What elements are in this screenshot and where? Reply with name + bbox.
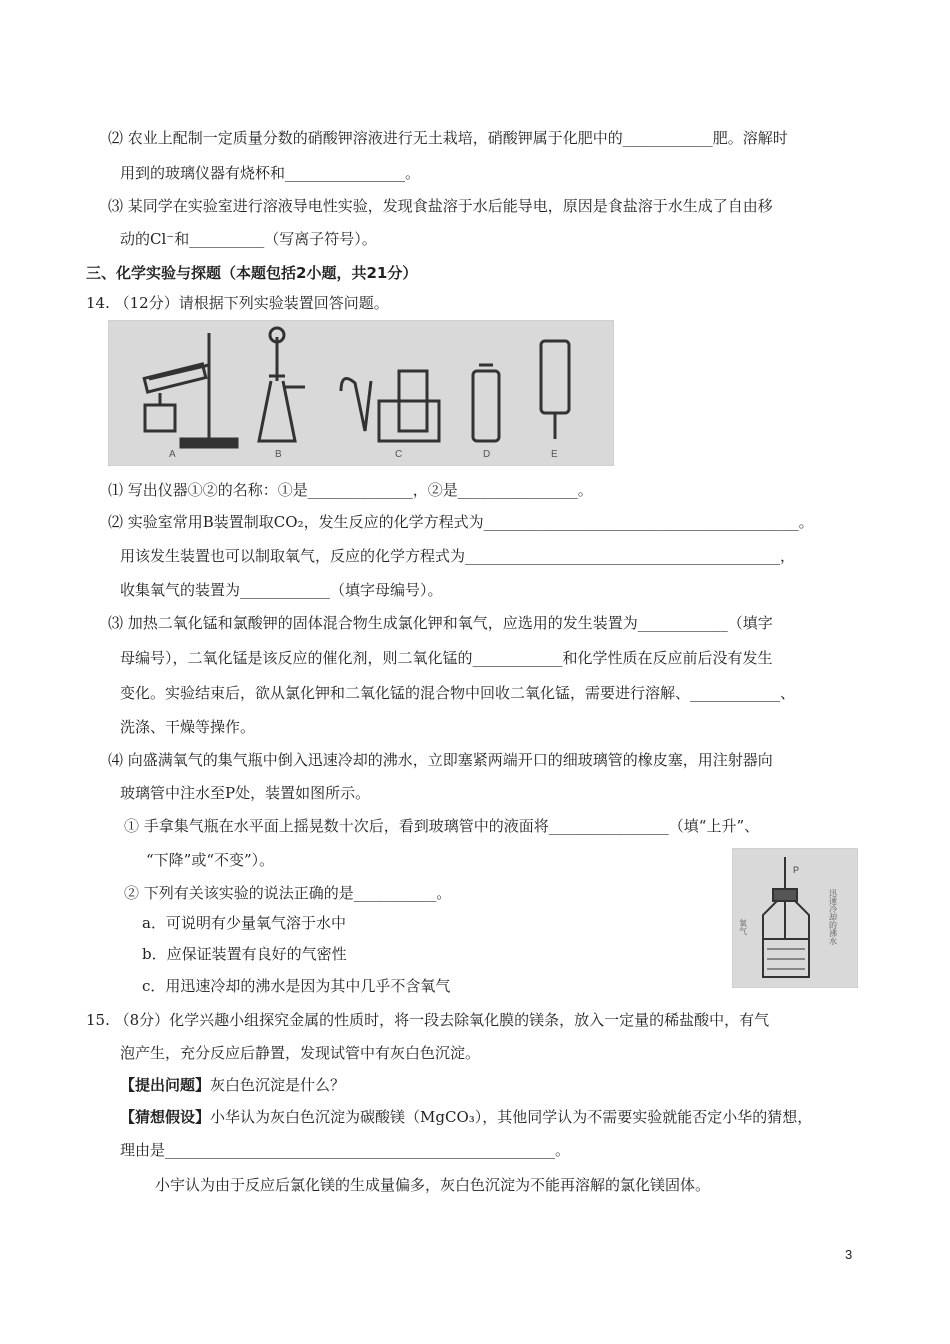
q14-part4-line2: 玻璃管中注水至P处，装置如图所示。 <box>120 784 371 802</box>
gas-bottle-figure <box>732 848 858 988</box>
figure-label-a: A <box>169 449 176 460</box>
q14-part4-sub2: ② 下列有关该实验的说法正确的是___________。 <box>124 884 452 902</box>
question-label: 【提出问题】 <box>120 1076 211 1094</box>
q14-part3-line2: 母编号），二氧化锰是该反应的催化剂，则二氧化锰的____________和化学性质在反应前后没有发生 <box>120 649 773 667</box>
q14-part2-line2: 用该发生装置也可以制取氧气，反应的化学方程式为__________________________________________， <box>120 547 796 565</box>
hypothesis-text: 小华认为灰白色沉淀为碳酸镁（MgCO₃），其他同学认为不需要实验就能否定小华的猜想， <box>210 1108 813 1126</box>
apparatus-figure <box>108 320 614 466</box>
hypothesis-label: 【猜想假设】 <box>120 1108 211 1126</box>
question-text: 灰白色沉淀是什么？ <box>210 1076 346 1094</box>
q15-intro-line1: 15. （8分）化学兴趣小组探究金属的性质时，将一段去除氧化膜的镁条，放入一定量的稀盐酸中，有气 <box>86 1011 770 1029</box>
fig2-label-p: P <box>793 865 800 875</box>
q13-part3-line1: ⑶ 某同学在实验室进行溶液导电性实验，发现食盐溶于水后能导电，原因是食盐溶于水生成了自由移 <box>108 197 773 215</box>
option-c: c．用迅速冷却的沸水是因为其中几乎不含氧气 <box>142 977 451 995</box>
q14-part1: ⑴ 写出仪器①②的名称：①是______________，②是________________。 <box>108 481 593 499</box>
gas-bottle-drawing <box>733 849 857 987</box>
q14-part2-line3: 收集氧气的装置为____________（填字母编号）。 <box>120 581 443 599</box>
q13-part2-line2: 用到的玻璃仪器有烧杯和________________。 <box>120 164 421 182</box>
q14-part4-sub1-line1: ① 手拿集气瓶在水平面上摇晃数十次后，看到玻璃管中的液面将________________（填“上升”、 <box>124 817 760 835</box>
q14-part3-line1: ⑶ 加热二氧化锰和氯酸钾的固体混合物生成氯化钾和氧气，应选用的发生装置为____________（填字 <box>108 614 773 632</box>
figure-label-c: C <box>395 449 403 460</box>
page-number: 3 <box>845 1247 853 1262</box>
q13-part3-line2: 动的Cl⁻和__________（写离子符号）。 <box>120 230 377 248</box>
option-b: b．应保证装置有良好的气密性 <box>142 945 347 963</box>
q15-question <box>120 1075 345 1095</box>
q14-part3-line3: 变化。实验结束后，欲从氯化钾和二氧化锰的混合物中回收二氧化锰，需要进行溶解、____________、 <box>120 684 796 702</box>
fig2-label-oxygen: 氧气 <box>738 919 748 935</box>
q15-reason: 理由是____________________________________________________。 <box>120 1141 571 1159</box>
q14-part4-line1: ⑷ 向盛满氧气的集气瓶中倒入迅速冷却的沸水，立即塞紧两端开口的细玻璃管的橡皮塞，用注射器向 <box>108 751 773 769</box>
figure-label-d: D <box>483 449 491 460</box>
option-a: a．可说明有少量氧气溶于水中 <box>142 914 346 932</box>
q15-xiaoyu: 小宇认为由于反应后氯化镁的生成量偏多，灰白色沉淀为不能再溶解的氯化镁固体。 <box>155 1176 711 1194</box>
figure-label-e: E <box>551 449 558 460</box>
apparatus-drawing <box>109 321 613 465</box>
section-3-title: 三、化学实验与探题（本题包括2小题，共21分） <box>86 264 418 282</box>
q14-part2-line1: ⑵ 实验室常用B装置制取CO₂，发生反应的化学方程式为__________________________________________。 <box>108 513 814 531</box>
q13-part2-line1: ⑵ 农业上配制一定质量分数的硝酸钾溶液进行无土栽培，硝酸钾属于化肥中的____________肥。溶解时 <box>108 129 788 147</box>
q14-intro: 14. （12分）请根据下列实验装置回答问题。 <box>86 294 389 312</box>
figure-label-b: B <box>275 449 282 460</box>
q15-hypothesis <box>120 1107 812 1127</box>
q15-intro-line2: 泡产生，充分反应后静置，发现试管中有灰白色沉淀。 <box>120 1044 481 1062</box>
fig2-label-water: 迅速冷却的沸水 <box>828 889 838 945</box>
q14-part3-line4: 洗涤、干燥等操作。 <box>120 718 256 736</box>
q14-part4-sub1-line2: “下降”或“不变”）。 <box>146 851 275 869</box>
